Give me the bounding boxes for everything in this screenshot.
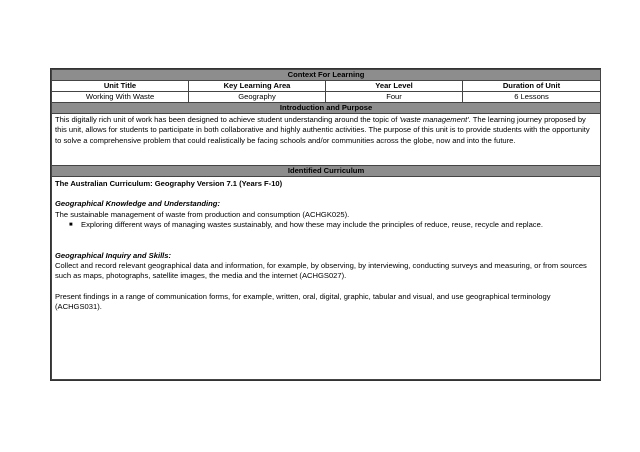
curriculum-heading: Identified Curriculum — [52, 166, 601, 177]
context-header-row — [52, 81, 601, 92]
square-bullet-icon: ■ — [69, 222, 73, 229]
intro-topic: 'waste management' — [399, 115, 469, 124]
present-findings-text: Present findings in a range of communication forms, for example, written, oral, digital, graphic, tabular and visual, and use geographical terminology (ACHGS031). — [55, 291, 551, 312]
unit-plan-table — [51, 69, 601, 380]
knowledge-heading: Geographical Knowledge and Understanding: — [55, 199, 220, 209]
knowledge-bullet-item — [55, 220, 597, 230]
knowledge-text: The sustainable management of waste from production and consumption (ACHGK025). — [55, 209, 350, 219]
column-duration: Duration of Unit — [463, 81, 601, 92]
duration-value: 6 Lessons — [463, 92, 601, 103]
column-unit-title: Unit Title — [52, 81, 189, 92]
intro-heading: Introduction and Purpose — [52, 103, 601, 114]
intro-text-start: This digitally rich unit of work has been designed to achieve student understanding around the topic of — [55, 115, 400, 124]
unit-title-value: Working With Waste — [52, 92, 189, 103]
intro-text-end: . The learning journey proposed by this unit, allows for students to participate in both collaborative and highly authentic activities. The purpose of this unit is to provide students with the opportunity to solve a comprehensive problem that could realistically be facing schools and/or communities across the globe, now and into the future. — [55, 115, 590, 145]
context-heading: Context For Learning — [52, 70, 601, 81]
inquiry-heading: Geographical Inquiry and Skills: — [55, 250, 172, 260]
curriculum-content — [52, 177, 601, 380]
column-year-level: Year Level — [326, 81, 463, 92]
inquiry-text: Collect and record relevant geographical data and information, for example, by observing, by interviewing, conducting surveys and measuring, or from sources such as maps, photographs, satellite images, the media and the internet (ACHGS027). — [55, 261, 587, 281]
column-key-learning-area: Key Learning Area — [189, 81, 326, 92]
intro-paragraph — [52, 114, 601, 166]
knowledge-bullet-text: Exploring different ways of managing wastes sustainably, and how these may include the principles of reduce, reuse, recycle and replace. — [81, 220, 543, 230]
curriculum-version-title: The Australian Curriculum: Geography Version 7.1 (Years F-10) — [55, 179, 283, 188]
context-value-row — [52, 92, 601, 103]
year-level-value: Four — [326, 92, 463, 103]
unit-plan-document — [50, 68, 601, 381]
learning-area-value: Geography — [189, 92, 326, 103]
